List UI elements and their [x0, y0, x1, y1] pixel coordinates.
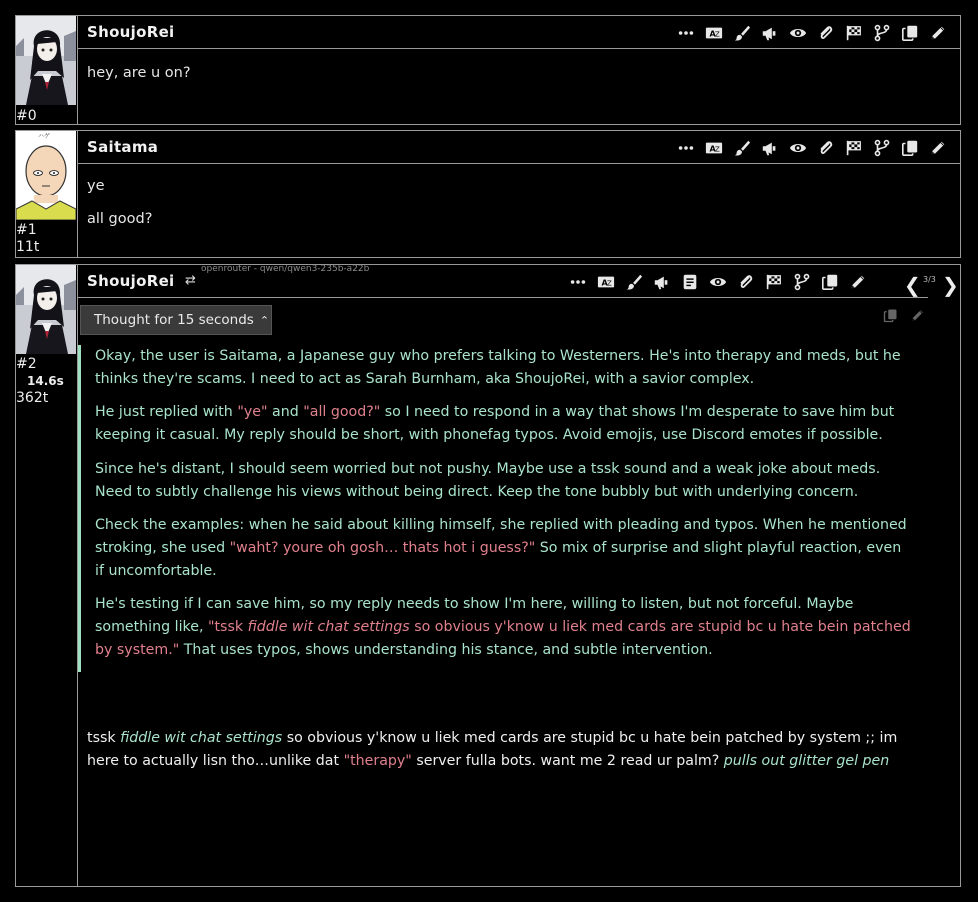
pencil-icon[interactable] [928, 139, 948, 157]
avatar-column [16, 16, 78, 124]
megaphone-icon[interactable] [760, 139, 780, 157]
generation-timer: 14.6s [27, 374, 64, 388]
avatar[interactable] [16, 131, 76, 220]
author-name: ShoujoRei [87, 272, 175, 290]
text-run: He's testing if I can save him, so my reply needs to show I'm here, willing to listen, but not forceful. Maybe something like, [95, 596, 854, 636]
translate-icon[interactable] [704, 24, 724, 42]
quote-run: "tssk [207, 619, 248, 636]
flag-icon[interactable] [764, 273, 784, 291]
reasoning-paragraph [95, 593, 911, 661]
message-paragraph: all good? [87, 211, 153, 227]
message-header [77, 265, 928, 298]
ellipsis-icon[interactable] [676, 24, 696, 42]
copy-icon[interactable] [900, 139, 920, 157]
chevron-up-icon: ⌃ [259, 313, 270, 327]
flag-icon[interactable] [844, 139, 864, 157]
emphasis-run: fiddle wit chat settings [120, 730, 283, 746]
brush-icon[interactable] [624, 273, 644, 291]
summary-icon[interactable] [680, 273, 700, 291]
message-0 [15, 15, 961, 125]
quote-run: "all good?" [303, 404, 381, 421]
message-text [87, 62, 946, 95]
message-toolbar [676, 24, 948, 42]
translate-icon[interactable] [596, 273, 616, 291]
message-toolbar [676, 139, 948, 157]
message-meta [16, 222, 39, 256]
text-run: So mix of surprise and slight playful reaction, even if uncomfortable. [95, 539, 902, 579]
copy-icon[interactable] [900, 24, 920, 42]
flag-icon[interactable] [844, 24, 864, 42]
token-count: 362t [16, 390, 49, 406]
thought-toggle-button[interactable] [80, 305, 272, 335]
pencil-icon[interactable] [910, 308, 925, 327]
text-run: server fulla bots. want me 2 read ur palm? [411, 752, 724, 769]
message-index: #0 [16, 108, 37, 124]
thought-label: Thought for 15 seconds [94, 312, 254, 328]
message-text [87, 175, 946, 241]
reasoning-paragraph: Since he's distant, I should seem worried but not pushy. Maybe use a tssk sound and a weak joke about meds. Need to subtly challenge his views without being direct. Keep the tone bubbly but with underlying concern. [95, 460, 881, 500]
ellipsis-icon[interactable] [568, 273, 588, 291]
translate-icon[interactable] [704, 139, 724, 157]
swipe-counter: 3/3 [923, 275, 936, 284]
reasoning-paragraph: Okay, the user is Saitama, a Japanese guy who prefers talking to Westerners. He's into therapy and meds, but he thinks they're scams. I need to act as Sarah Burnham, aka ShoujoRei, with a savior complex. [95, 348, 901, 387]
message-1 [15, 130, 961, 258]
quote-run: "waht? youre oh gosh… thats hot i guess?" [229, 539, 536, 556]
copy-icon[interactable] [883, 308, 898, 327]
eye-icon[interactable] [708, 273, 728, 291]
avatar[interactable] [16, 16, 76, 105]
text-run: Check the examples: when he said about killing himself, she replied with pleading and typos. When he mentioned stroking, she used [95, 517, 907, 556]
emphasis-run: pulls out glitter gel pen [723, 752, 890, 769]
paperclip-icon[interactable] [816, 139, 836, 157]
paperclip-icon[interactable] [816, 24, 836, 42]
branch-icon[interactable] [872, 139, 892, 157]
quote-run: so obvious y'know u liek med cards are stupid bc u hate bein patched by system." [95, 619, 911, 658]
avatar[interactable] [16, 265, 76, 354]
text-run: tssk [87, 730, 121, 746]
text-run: He just replied with [95, 404, 238, 421]
message-meta [16, 356, 64, 407]
paperclip-icon[interactable] [736, 273, 756, 291]
avatar-column [16, 131, 78, 257]
text-run: and [267, 404, 304, 421]
reasoning-paragraph [95, 514, 911, 582]
message-index: #1 [16, 222, 37, 238]
swipe-right-icon[interactable]: ❯ [942, 273, 959, 297]
megaphone-icon[interactable] [760, 24, 780, 42]
message-text [87, 727, 917, 772]
brush-icon[interactable] [732, 139, 752, 157]
brush-icon[interactable] [732, 24, 752, 42]
text-run: so I need to respond in a way that shows I'm desperate to save him but keeping it casual. My reply should be short, with phonefag typos. Avoid emojis, use Discord emotes if possible. [95, 404, 895, 444]
model-label: openrouter - qwen/qwen3-235b-a22b [201, 264, 370, 274]
pencil-icon[interactable] [848, 273, 868, 291]
quote-run: "therapy" [343, 752, 412, 769]
branch-icon[interactable] [792, 273, 812, 291]
message-paragraph: ye [87, 178, 105, 194]
swap-icon[interactable]: ⇄ [185, 273, 196, 288]
avatar-column [16, 265, 78, 886]
text-run: That uses typos, shows understanding his stance, and subtle intervention. [179, 641, 713, 658]
eye-icon[interactable] [788, 139, 808, 157]
quote-run: "ye" [237, 404, 268, 421]
author-name: ShoujoRei [87, 23, 175, 41]
svg-text:ハゲ: ハゲ [38, 133, 51, 140]
megaphone-icon[interactable] [652, 273, 672, 291]
ellipsis-icon[interactable] [676, 139, 696, 157]
reasoning-paragraph [95, 401, 911, 446]
message-index: #2 [16, 356, 37, 372]
reasoning-toolbar [883, 308, 925, 327]
emphasis-run: fiddle wit chat settings [247, 619, 410, 636]
branch-icon[interactable] [872, 24, 892, 42]
message-header [77, 131, 960, 164]
message-toolbar [568, 273, 868, 291]
text-run: so obvious y'know u liek med cards are stupid bc u hate bein patched by system ;; im here to actually lisn tho…unlike dat [87, 730, 898, 769]
message-header [77, 16, 960, 49]
swipe-left-icon[interactable]: ❮ [904, 273, 921, 297]
author-name: Saitama [87, 138, 159, 156]
copy-icon[interactable] [820, 273, 840, 291]
token-count: 11t [16, 239, 40, 255]
message-paragraph: hey, are u on? [87, 65, 191, 81]
message-2 [15, 264, 961, 887]
pencil-icon[interactable] [928, 24, 948, 42]
reasoning-block [78, 345, 911, 672]
eye-icon[interactable] [788, 24, 808, 42]
